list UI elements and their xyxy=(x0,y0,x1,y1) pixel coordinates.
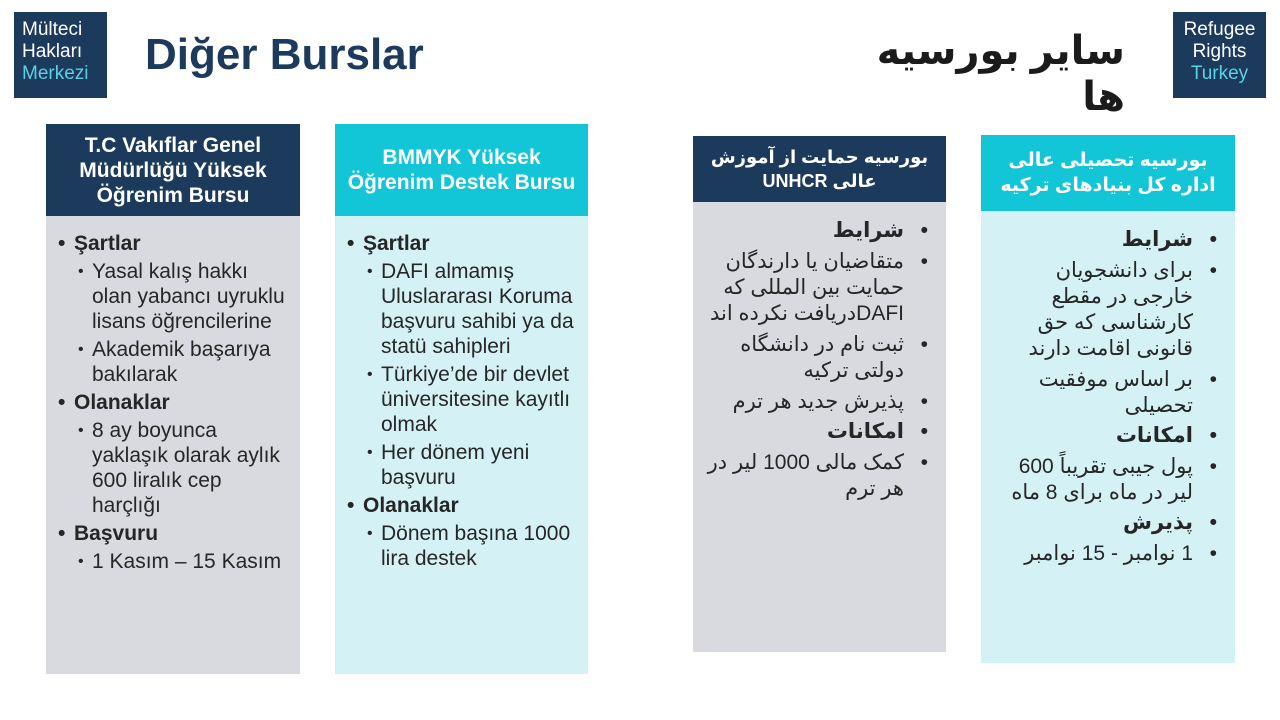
section-heading: • Başvuru xyxy=(56,521,292,546)
list-item: • Akademik başarıya bakılarak xyxy=(56,337,292,387)
logo-line: Hakları xyxy=(22,41,83,62)
scholarship-card-vakiflar xyxy=(46,124,300,674)
card-body xyxy=(335,216,588,571)
section-heading: • امکانات xyxy=(705,419,932,445)
card-title: T.C Vakıflar Genel Müdürlüğü Yüksek Öğrenim Bursu xyxy=(46,124,300,216)
list-item: • 1 Kasım – 15 Kasım xyxy=(56,549,292,574)
logo-refugee-rights-turkey xyxy=(1173,12,1266,98)
list-item: • ثبت نام در دانشگاه دولتی ترکیه xyxy=(705,332,932,384)
section-heading: • Şartlar xyxy=(345,231,580,256)
card-body xyxy=(46,216,300,574)
page-title-persian: سایر بورسیه ها xyxy=(876,29,1125,119)
list-item: • 1 نوامبر - 15 نوامبر xyxy=(993,541,1221,567)
card-title: BMMYK Yüksek Öğrenim Destek Bursu xyxy=(335,124,588,216)
card-title: بورسیه حمایت از آموزش عالی UNHCR xyxy=(693,136,946,202)
logo-line: Merkezi xyxy=(22,63,89,84)
section-heading: • Olanaklar xyxy=(56,390,292,415)
list-item: • Dönem başına 1000 lira destek xyxy=(345,521,580,571)
card-title: بورسیه تحصیلی عالی اداره کل بنیادهای ترکیه xyxy=(981,135,1235,211)
scholarship-card-unhcr xyxy=(693,136,946,652)
list-item: • Her dönem yeni başvuru xyxy=(345,440,580,490)
scholarship-card-bmmyk xyxy=(335,124,588,674)
logo-line: Turkey xyxy=(1190,63,1249,84)
list-item: • Yasal kalış hakkı olan yabancı uyruklu lisans öğrencilerine xyxy=(56,259,292,334)
section-heading: • Olanaklar xyxy=(345,493,580,518)
section-heading: • امکانات xyxy=(993,423,1221,449)
list-item: • 8 ay boyunca yaklaşık olarak aylık 600 liralık cep harçlığı xyxy=(56,418,292,518)
list-item: • کمک مالی 1000 لیر در هر ترم xyxy=(705,450,932,502)
list-item: • برای دانشجویان خارجی در مقطع کارشناسی که حق قانونی اقامت دارند xyxy=(993,258,1221,362)
list-item: • متقاضیان یا دارندگان حمایت بین المللی که DAFIدریافت نکرده اند xyxy=(705,249,932,327)
scholarship-card-vakiflar-persian xyxy=(981,135,1235,663)
logo-line: Rights xyxy=(1192,41,1247,62)
section-heading: • پذیرش xyxy=(993,510,1221,536)
section-heading: • شرایط xyxy=(993,227,1221,253)
card-body xyxy=(693,202,946,502)
logo-line: Mülteci xyxy=(22,19,83,40)
logo-multeci-haklari-merkezi xyxy=(14,12,107,98)
list-item: • پول جیبی تقریباً 600 لیر در ماه برای 8 ماه xyxy=(993,454,1221,506)
list-item: • Türkiye’de bir devlet üniversitesine kayıtlı olmak xyxy=(345,362,580,437)
page-title-turkish: Diğer Burslar xyxy=(145,30,424,79)
list-item: • پذیرش جدید هر ترم xyxy=(705,389,932,415)
logo-line: Refugee xyxy=(1183,19,1256,40)
card-body xyxy=(981,211,1235,567)
section-heading: • شرایط xyxy=(705,218,932,244)
list-item: • DAFI almamış Uluslararası Koruma başvuru sahibi ya da statü sahipleri xyxy=(345,259,580,359)
list-item: • بر اساس موفقیت تحصیلی xyxy=(993,367,1221,419)
section-heading: • Şartlar xyxy=(56,231,292,256)
